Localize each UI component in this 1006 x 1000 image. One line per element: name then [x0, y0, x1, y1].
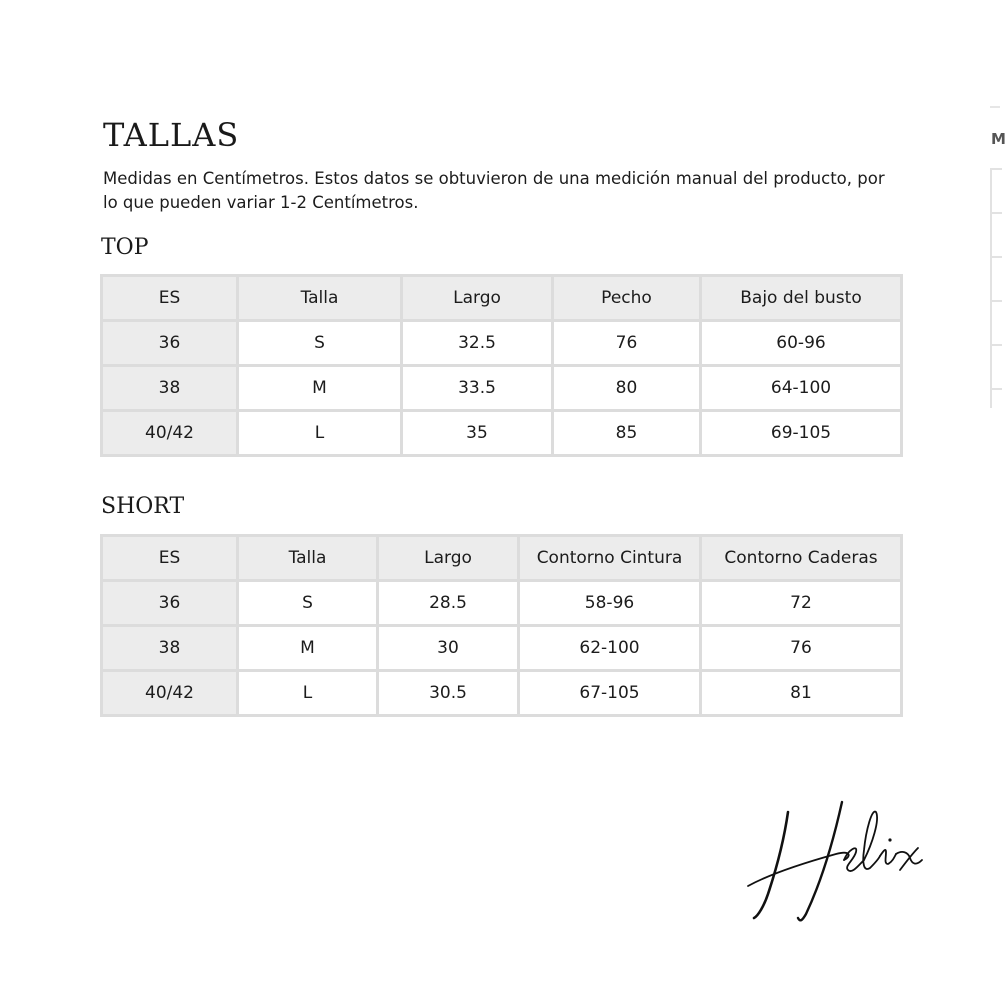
measurement-note: Medidas en Centímetros. Estos datos se obtuvieron de una medición manual del producto, por lo que pueden variar 1-2 Centímetros. — [103, 169, 885, 212]
short-size-table — [100, 534, 903, 717]
header-cell: ES — [102, 276, 238, 321]
table-cell: 76 — [553, 321, 701, 366]
table-cell: S — [238, 581, 378, 626]
table-cell: 81 — [701, 671, 902, 716]
short-section-title: SHORT — [101, 494, 185, 519]
header-cell: Contorno Cintura — [519, 536, 701, 581]
table-cell: M — [238, 366, 402, 411]
header-cell: Bajo del busto — [701, 276, 902, 321]
table-cell: 36 — [102, 581, 238, 626]
helix-logo — [740, 790, 930, 930]
table-cell: 30 — [378, 626, 519, 671]
table-cell: 28.5 — [378, 581, 519, 626]
table-cell: 64-100 — [701, 366, 902, 411]
header-cell: ES — [102, 536, 238, 581]
table-cell: 35 — [402, 411, 553, 456]
top-size-table — [100, 274, 903, 457]
header-cell: Pecho — [553, 276, 701, 321]
table-cell: 67-105 — [519, 671, 701, 716]
table-row — [102, 366, 902, 411]
page-title: TALLAS — [103, 116, 240, 154]
table-cell: L — [238, 671, 378, 716]
top-section-title: TOP — [101, 235, 149, 260]
table-cell: 58-96 — [519, 581, 701, 626]
table-cell: 76 — [701, 626, 902, 671]
table-cell: L — [238, 411, 402, 456]
table-cell: 60-96 — [701, 321, 902, 366]
table-cell: 85 — [553, 411, 701, 456]
table-header-row — [102, 536, 902, 581]
logo-strokes — [748, 802, 922, 920]
table-row — [102, 411, 902, 456]
table-cell: 40/42 — [102, 411, 238, 456]
table-cell: 32.5 — [402, 321, 553, 366]
header-cell: Largo — [402, 276, 553, 321]
table-row — [102, 581, 902, 626]
header-cell: Largo — [378, 536, 519, 581]
table-cell: 30.5 — [378, 671, 519, 716]
header-cell: Contorno Caderas — [701, 536, 902, 581]
table-cell: 40/42 — [102, 671, 238, 716]
table-row — [102, 321, 902, 366]
table-cell: M — [238, 626, 378, 671]
edge-table-fragment — [990, 168, 1002, 408]
table-cell: 62-100 — [519, 626, 701, 671]
edge-divider — [990, 106, 1000, 108]
table-cell: 36 — [102, 321, 238, 366]
header-cell: Talla — [238, 276, 402, 321]
table-cell: 38 — [102, 366, 238, 411]
edge-fragment-text: M — [991, 130, 1006, 148]
table-row — [102, 626, 902, 671]
table-header-row — [102, 276, 902, 321]
table-cell: 33.5 — [402, 366, 553, 411]
table-row — [102, 671, 902, 716]
table-cell: 69-105 — [701, 411, 902, 456]
table-cell: 80 — [553, 366, 701, 411]
table-cell: 72 — [701, 581, 902, 626]
header-cell: Talla — [238, 536, 378, 581]
table-cell: 38 — [102, 626, 238, 671]
table-cell: S — [238, 321, 402, 366]
